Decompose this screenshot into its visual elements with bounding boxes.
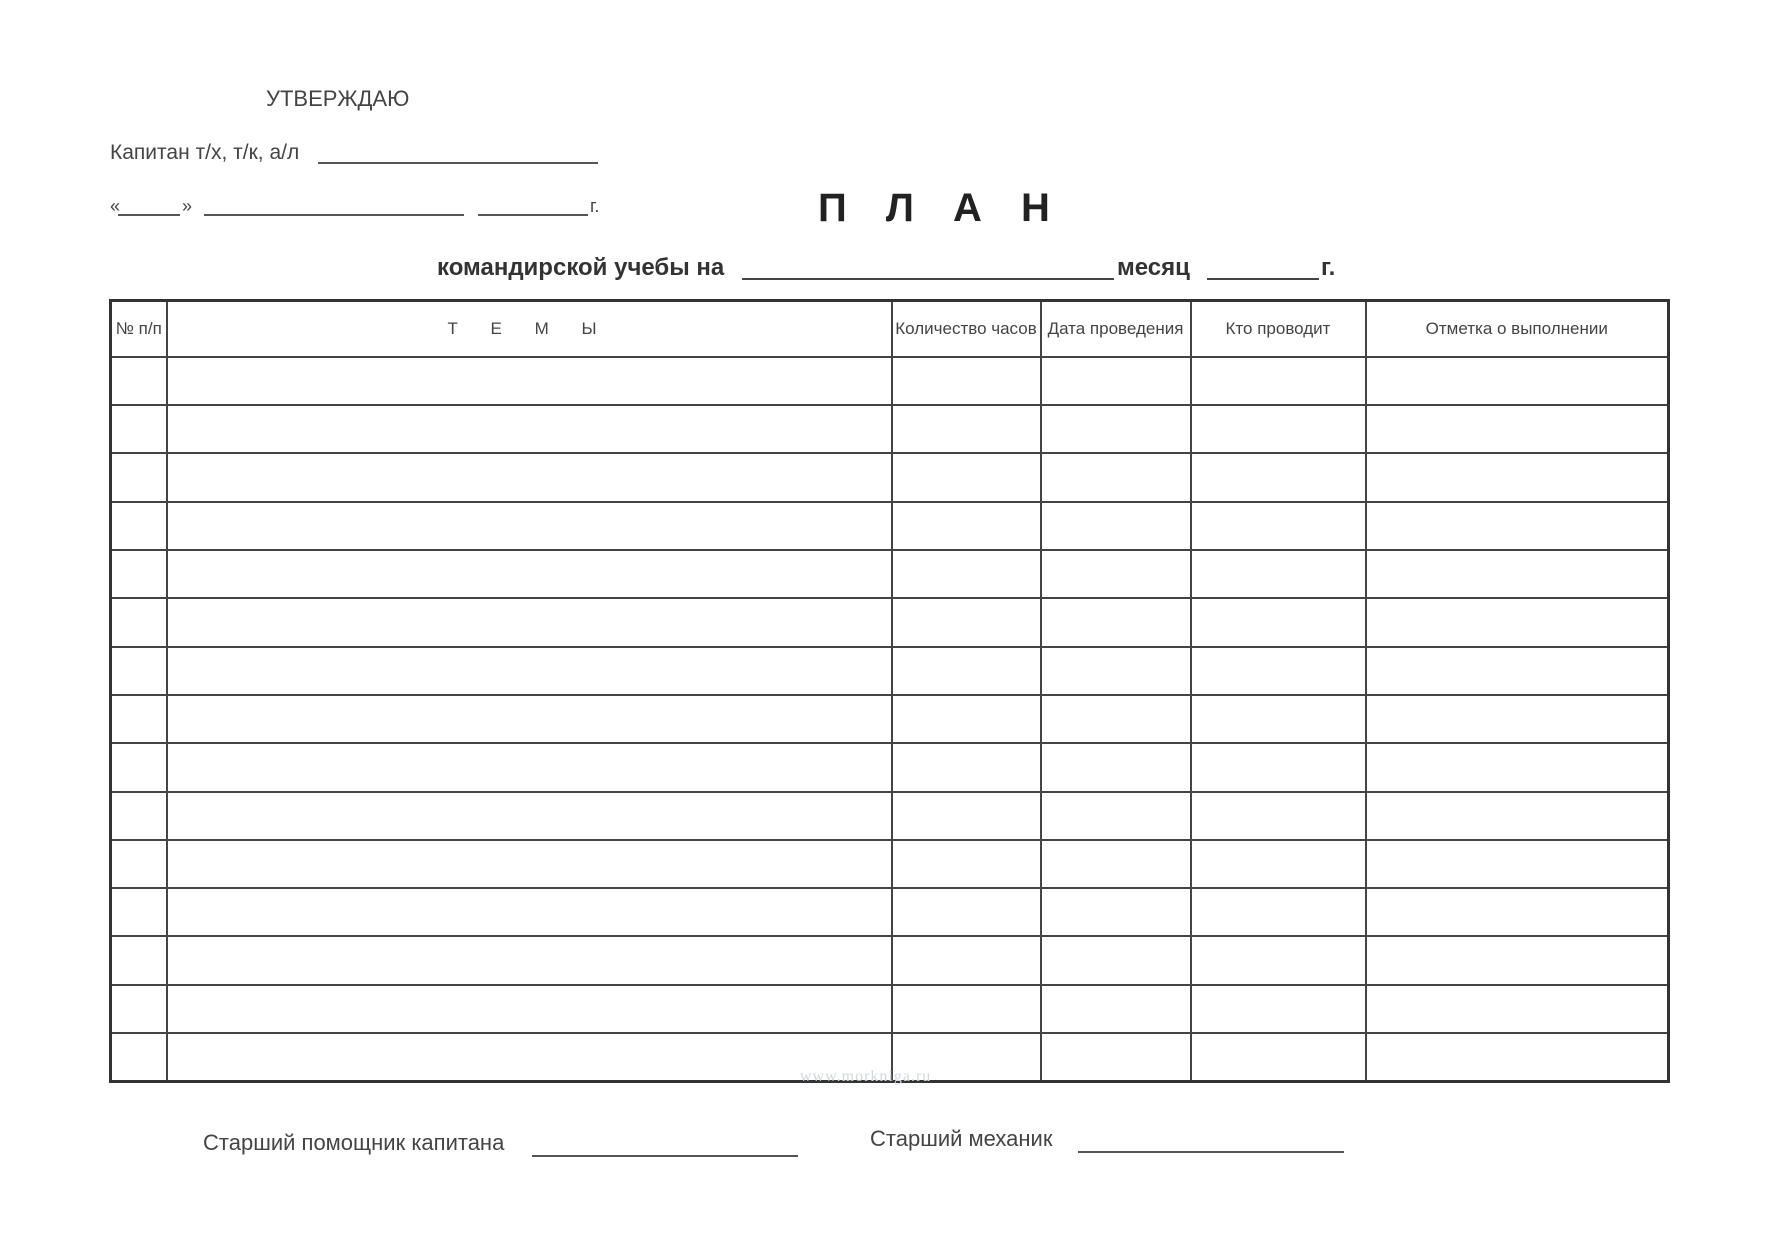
table-row	[111, 405, 1669, 453]
cell-number[interactable]	[111, 1033, 167, 1081]
cell-number[interactable]	[111, 502, 167, 550]
cell-hours[interactable]	[892, 985, 1041, 1033]
table-row	[111, 936, 1669, 984]
table-row	[111, 792, 1669, 840]
table-row	[111, 985, 1669, 1033]
chief-engineer-signature-line	[1078, 1133, 1344, 1153]
column-header-completion-mark: Отметка о выполнении	[1366, 301, 1669, 357]
cell-date[interactable]	[1041, 936, 1191, 984]
cell-conductor[interactable]	[1191, 936, 1366, 984]
subtitle-month-label: месяц	[1117, 254, 1190, 281]
cell-conductor[interactable]	[1191, 357, 1366, 405]
cell-hours[interactable]	[892, 598, 1041, 646]
cell-completion-mark[interactable]	[1366, 550, 1669, 598]
cell-completion-mark[interactable]	[1366, 502, 1669, 550]
cell-topic[interactable]	[167, 840, 892, 888]
subtitle-year-blank-line	[1207, 262, 1319, 280]
cell-number[interactable]	[111, 453, 167, 501]
cell-topic[interactable]	[167, 936, 892, 984]
table-row	[111, 888, 1669, 936]
cell-hours[interactable]	[892, 743, 1041, 791]
cell-number[interactable]	[111, 550, 167, 598]
column-header-conductor: Кто проводит	[1191, 301, 1366, 357]
cell-date[interactable]	[1041, 357, 1191, 405]
document-title: П Л А Н	[818, 186, 1064, 230]
cell-topic[interactable]	[167, 502, 892, 550]
cell-number[interactable]	[111, 985, 167, 1033]
cell-hours[interactable]	[892, 840, 1041, 888]
cell-hours[interactable]	[892, 936, 1041, 984]
watermark: www.morkniga.ru	[800, 1068, 932, 1085]
table-row	[111, 695, 1669, 743]
subtitle-year-suffix: г.	[1321, 254, 1336, 281]
table-row	[111, 550, 1669, 598]
cell-topic[interactable]	[167, 743, 892, 791]
table-row	[111, 840, 1669, 888]
cell-date[interactable]	[1041, 502, 1191, 550]
table-row	[111, 647, 1669, 695]
cell-hours[interactable]	[892, 453, 1041, 501]
cell-topic[interactable]	[167, 695, 892, 743]
cell-topic[interactable]	[167, 550, 892, 598]
senior-assistant-label: Старший помощник капитана	[203, 1130, 505, 1155]
cell-completion-mark[interactable]	[1366, 936, 1669, 984]
cell-number[interactable]	[111, 840, 167, 888]
cell-topic[interactable]	[167, 792, 892, 840]
cell-date[interactable]	[1041, 550, 1191, 598]
table-row	[111, 453, 1669, 501]
table-row	[111, 743, 1669, 791]
cell-hours[interactable]	[892, 405, 1041, 453]
cell-completion-mark[interactable]	[1366, 743, 1669, 791]
cell-topic[interactable]	[167, 453, 892, 501]
subtitle-prefix: командирской учебы на	[437, 254, 725, 281]
cell-topic[interactable]	[167, 357, 892, 405]
cell-topic[interactable]	[167, 888, 892, 936]
cell-conductor[interactable]	[1191, 888, 1366, 936]
cell-conductor[interactable]	[1191, 985, 1366, 1033]
cell-number[interactable]	[111, 647, 167, 695]
cell-conductor[interactable]	[1191, 598, 1366, 646]
table-row	[111, 598, 1669, 646]
cell-date[interactable]	[1041, 792, 1191, 840]
cell-conductor[interactable]	[1191, 550, 1366, 598]
captain-label: Капитан т/х, т/к, а/л	[110, 141, 300, 164]
cell-date[interactable]	[1041, 647, 1191, 695]
cell-topic[interactable]	[167, 647, 892, 695]
cell-topic[interactable]	[167, 405, 892, 453]
cell-date[interactable]	[1041, 405, 1191, 453]
cell-conductor[interactable]	[1191, 695, 1366, 743]
cell-conductor[interactable]	[1191, 840, 1366, 888]
cell-completion-mark[interactable]	[1366, 840, 1669, 888]
cell-completion-mark[interactable]	[1366, 357, 1669, 405]
cell-completion-mark[interactable]	[1366, 1033, 1669, 1081]
cell-date[interactable]	[1041, 985, 1191, 1033]
chief-engineer-label: Старший механик	[870, 1126, 1053, 1151]
day-blank-line	[118, 200, 180, 216]
cell-date[interactable]	[1041, 453, 1191, 501]
cell-completion-mark[interactable]	[1366, 647, 1669, 695]
cell-date[interactable]	[1041, 1033, 1191, 1081]
table-row	[111, 357, 1669, 405]
cell-number[interactable]	[111, 888, 167, 936]
cell-topic[interactable]	[167, 1033, 892, 1081]
cell-completion-mark[interactable]	[1366, 695, 1669, 743]
column-header-hours: Количество часов	[892, 301, 1041, 357]
month-blank-line	[204, 200, 464, 216]
cell-completion-mark[interactable]	[1366, 888, 1669, 936]
column-header-topics: Т Е М Ы	[167, 301, 892, 357]
cell-conductor[interactable]	[1191, 647, 1366, 695]
table-header-row	[111, 301, 1669, 357]
cell-conductor[interactable]	[1191, 1033, 1366, 1081]
cell-completion-mark[interactable]	[1366, 792, 1669, 840]
cell-hours[interactable]	[892, 357, 1041, 405]
year-blank-line	[478, 200, 588, 216]
cell-date[interactable]	[1041, 695, 1191, 743]
cell-number[interactable]	[111, 743, 167, 791]
column-header-date: Дата проведения	[1041, 301, 1191, 357]
subtitle-blank-line	[742, 262, 1114, 280]
cell-number[interactable]	[111, 598, 167, 646]
cell-topic[interactable]	[167, 598, 892, 646]
cell-date[interactable]	[1041, 840, 1191, 888]
cell-completion-mark[interactable]	[1366, 405, 1669, 453]
cell-conductor[interactable]	[1191, 405, 1366, 453]
cell-date[interactable]	[1041, 888, 1191, 936]
cell-completion-mark[interactable]	[1366, 985, 1669, 1033]
cell-number[interactable]	[111, 936, 167, 984]
plan-table	[109, 299, 1670, 1083]
cell-hours[interactable]	[892, 647, 1041, 695]
cell-conductor[interactable]	[1191, 502, 1366, 550]
cell-number[interactable]	[111, 357, 167, 405]
cell-hours[interactable]	[892, 550, 1041, 598]
cell-number[interactable]	[111, 405, 167, 453]
cell-date[interactable]	[1041, 743, 1191, 791]
approval-heading: УТВЕРЖДАЮ	[266, 86, 410, 111]
cell-conductor[interactable]	[1191, 792, 1366, 840]
cell-conductor[interactable]	[1191, 453, 1366, 501]
cell-number[interactable]	[111, 695, 167, 743]
date-quote-open: «	[110, 196, 121, 216]
table-row	[111, 502, 1669, 550]
captain-signature-line	[318, 146, 598, 164]
column-header-number: № п/п	[111, 301, 167, 357]
cell-completion-mark[interactable]	[1366, 598, 1669, 646]
cell-hours[interactable]	[892, 695, 1041, 743]
year-suffix: г.	[590, 196, 600, 216]
cell-hours[interactable]	[892, 888, 1041, 936]
senior-assistant-signature-line	[532, 1137, 798, 1157]
cell-topic[interactable]	[167, 985, 892, 1033]
date-quote-close: »	[182, 196, 193, 216]
cell-hours[interactable]	[892, 502, 1041, 550]
cell-conductor[interactable]	[1191, 743, 1366, 791]
cell-date[interactable]	[1041, 598, 1191, 646]
cell-number[interactable]	[111, 792, 167, 840]
cell-completion-mark[interactable]	[1366, 453, 1669, 501]
cell-hours[interactable]	[892, 792, 1041, 840]
